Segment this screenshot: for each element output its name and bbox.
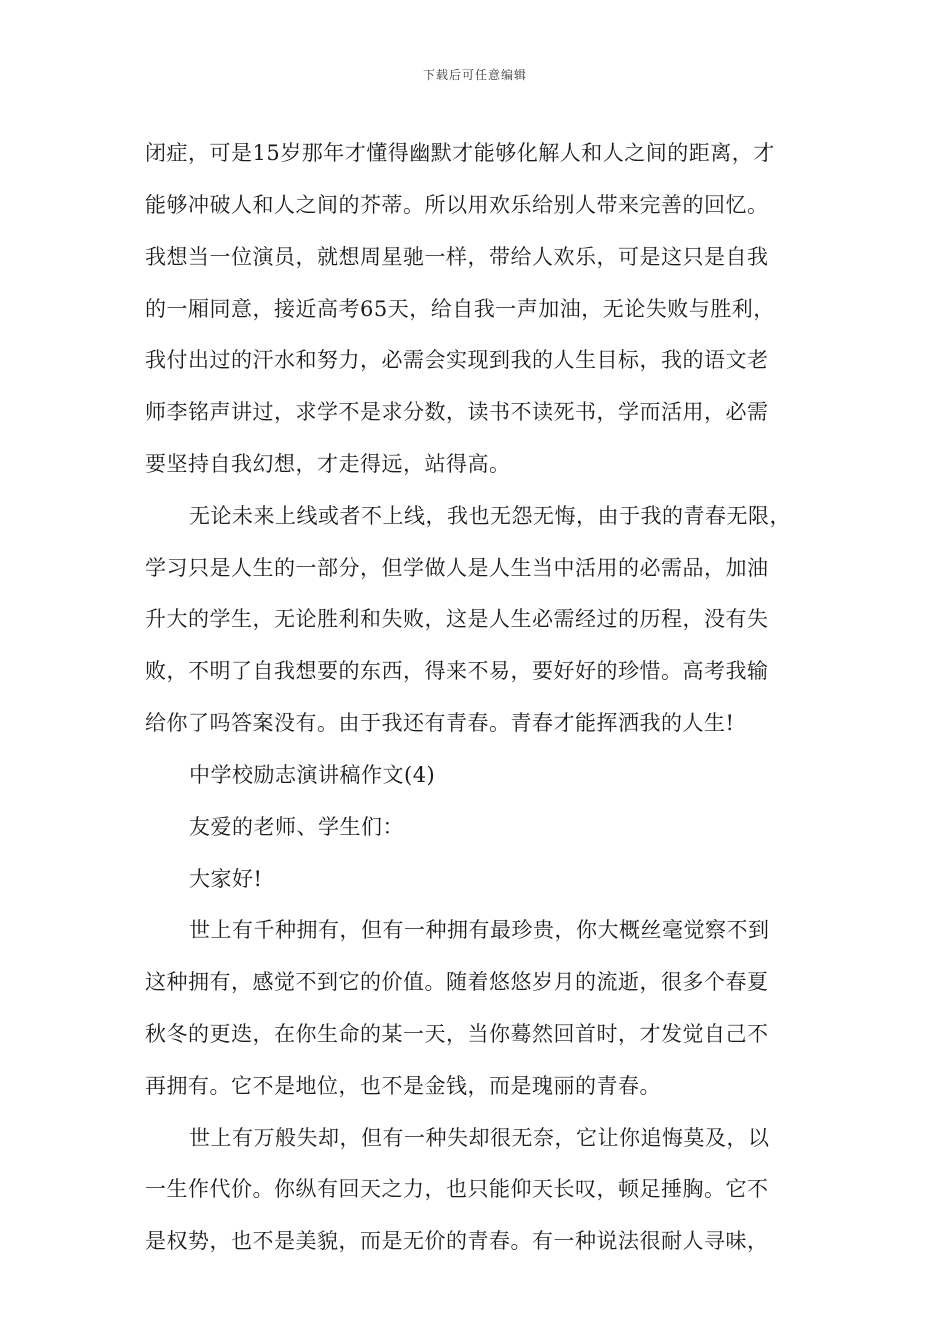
text-line: 闭症，可是15岁那年才懂得幽默才能够化解人和人之间的距离，才 [145, 141, 775, 165]
text-line: 是权势，也不是美貌，而是无价的青春。有一种说法很耐人寻味， [145, 1229, 769, 1253]
salutation: 友爱的老师、学生们： [189, 815, 404, 839]
text-line: 我想当一位演员，就想周星驰一样，带给人欢乐，可是这只是自我 [145, 245, 769, 269]
text-line: 师李铭声讲过，求学不是求分数，读书不读死书，学而活用，必需 [145, 400, 769, 424]
text-line: 世上有千种拥有，但有一种拥有最珍贵，你大概丝毫觉察不到 [189, 918, 770, 942]
text-line: 这种拥有，感觉不到它的价值。随着悠悠岁月的流逝，很多个春夏 [145, 970, 769, 994]
text-line: 世上有万般失却，但有一种失却很无奈，它让你追悔莫及，以 [189, 1126, 770, 1150]
greeting: 大家好! [189, 867, 263, 891]
text-line: 我付出过的汗水和努力，必需会实现到我的人生目标，我的语文老 [145, 348, 769, 372]
text-line: 学习只是人生的一部分，但学做人是人生当中活用的必需品，加油 [145, 556, 769, 580]
text-line: 秋冬的更迭，在你生命的某一天，当你蓦然回首时，才发觉自己不 [145, 1022, 769, 1046]
text-line: 给你了吗答案没有。由于我还有青春。青春才能挥洒我的人生! [145, 711, 735, 735]
text-line: 的一厢同意，接近高考65天，给自我一声加油，无论失败与胜利， [145, 297, 775, 321]
text-line: 败，不明了自我想要的东西，得来不易，要好好的珍惜。高考我输 [145, 659, 769, 683]
text-line: 能够冲破人和人之间的芥蒂。所以用欢乐给别人带来完善的回忆。 [145, 193, 769, 217]
text-line: 再拥有。它不是地位，也不是金钱，而是瑰丽的青春。 [145, 1074, 661, 1098]
text-line: 要坚持自我幻想，才走得远，站得高。 [145, 452, 511, 476]
page-header: 下载后可任意编辑 [422, 68, 527, 82]
text-line: 一生作代价。你纵有回天之力，也只能仰天长叹，顿足捶胸。它不 [145, 1177, 769, 1201]
text-line: 升大的学生，无论胜利和失败，这是人生必需经过的历程，没有失 [145, 607, 769, 631]
section-title: 中学校励志演讲稿作文(4) [189, 763, 436, 787]
text-line: 无论未来上线或者不上线，我也无怨无悔，由于我的青春无限， [189, 504, 791, 528]
